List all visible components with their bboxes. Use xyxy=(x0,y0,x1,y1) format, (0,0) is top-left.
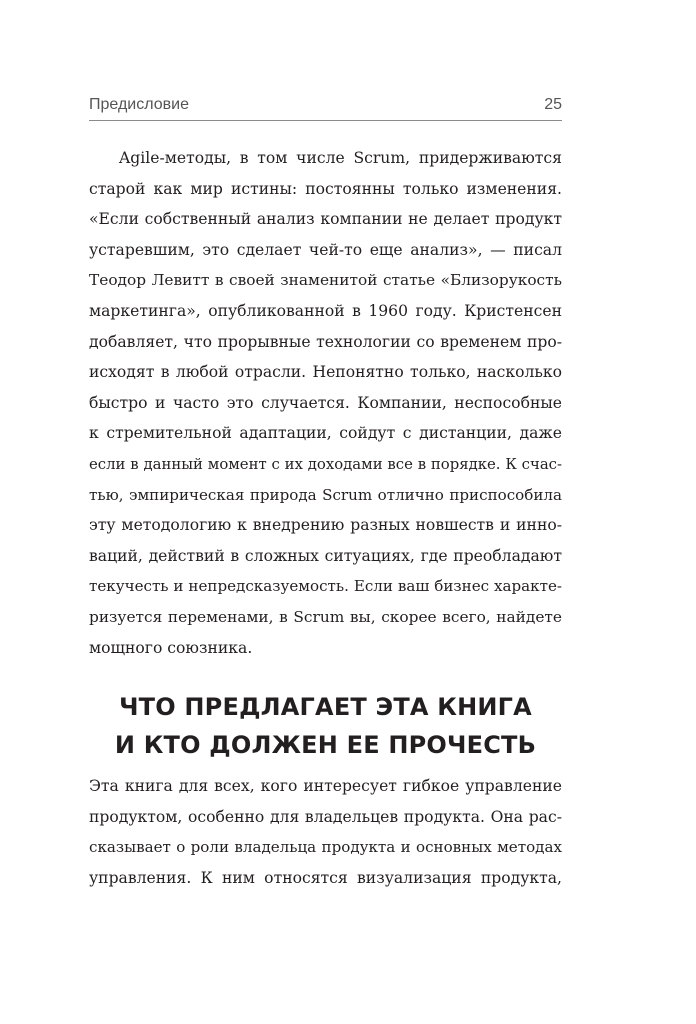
text-line: продуктом, особенно для владельцев продукта. Она рас- xyxy=(89,807,562,826)
text-line: маркетинга», опубликованной в 1960 году. Кристенсен xyxy=(89,301,562,320)
text-line: старой как мир истины: постоянны только изменения. xyxy=(89,179,562,198)
text-line: устаревшим, это сделает чей-то еще анализ», — писал xyxy=(89,240,562,259)
paragraph-1 xyxy=(89,143,562,663)
text-line: эту методологию к внедрению разных новшеств и инно- xyxy=(89,516,562,535)
section-heading xyxy=(89,688,562,764)
text-line: добавляет, что прорывные технологии со временем про- xyxy=(89,332,562,351)
text-line: «Если собственный анализ компании не делает продукт xyxy=(89,210,562,229)
text-line: исходят в любой отрасли. Непонятно только, насколько xyxy=(89,363,562,382)
text-line: тью, эмпирическая природа Scrum отлично приспособила xyxy=(89,485,562,504)
text-line: ваций, действий в сложных ситуациях, где преобладают xyxy=(89,546,562,565)
text-line: текучесть и непредсказуемость. Если ваш бизнес характе- xyxy=(89,577,562,596)
text-line: если в данный момент с их доходами все в порядке. К счас- xyxy=(89,454,562,473)
text-line: быстро и часто это случается. Компании, неспособные xyxy=(89,393,562,412)
paragraph-2 xyxy=(89,771,562,893)
heading-line-1: ЧТО ПРЕДЛАГАЕТ ЭТА КНИГА xyxy=(119,693,532,721)
heading-line-2: И КТО ДОЛЖЕН ЕЕ ПРОЧЕСТЬ xyxy=(114,731,537,759)
page-number: 25 xyxy=(544,96,562,113)
text-line: Эта книга для всех, кого интересует гибкое управление xyxy=(89,777,562,795)
text-line: сказывает о роли владельца продукта и основных методах xyxy=(89,838,562,857)
book-page xyxy=(89,0,562,1024)
text-line: Теодор Левитт в своей знаменитой статье «Близорукость xyxy=(89,271,562,290)
section-title: Предисловие xyxy=(89,96,189,113)
text-line: мощного союзника. xyxy=(89,638,253,657)
text-line: к стремительной адаптации, сойдут с дистанции, даже xyxy=(89,424,562,443)
running-header xyxy=(89,96,562,118)
text-line: Agile-методы, в том числе Scrum, придерживаются xyxy=(119,149,562,167)
header-rule xyxy=(89,120,562,121)
text-line: управления. К ним относятся визуализация продукта, xyxy=(89,868,562,887)
text-line: ризуется переменами, в Scrum вы, скорее всего, найдете xyxy=(89,607,562,626)
